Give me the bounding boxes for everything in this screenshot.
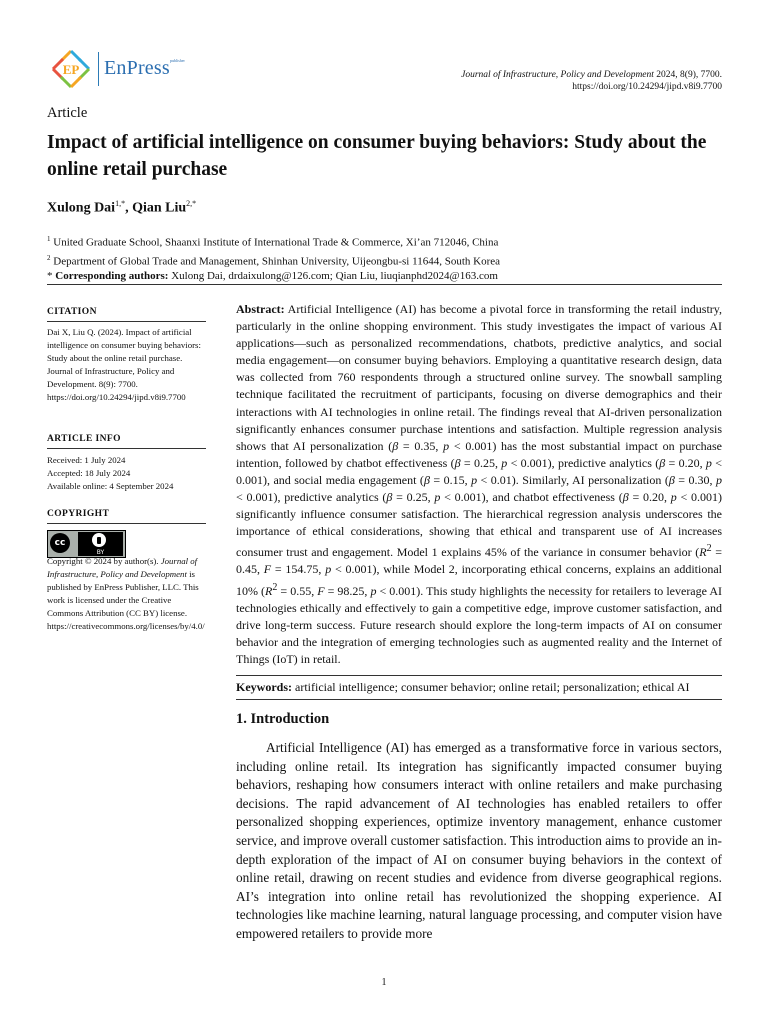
abstract-text: = 0.45, (236, 545, 722, 577)
p-symbol: p (705, 455, 712, 470)
copyright-heading: COPYRIGHT (47, 509, 110, 519)
p-symbol: p (434, 490, 441, 505)
cc-by-license-badge[interactable] (47, 530, 126, 558)
article-info-heading: ARTICLE INFO (47, 434, 121, 444)
accepted-date: Accepted: 18 July 2024 (47, 468, 131, 478)
abstract-text: < 0.001). This study highlights the necessity for retailers to leverage AI technologies ethically and effectively to gain a competitive edge, improve customer satisfaction, and drive long-term success. Future research should explore the long-term impacts of AI on consumer behavior and the integration of emerging technologies such as augmented reality and the Internet of Things (IoT) in retail. (236, 583, 722, 666)
p-symbol: p (716, 472, 722, 487)
p-symbol: p (443, 438, 450, 453)
header-divider (47, 284, 722, 285)
f-symbol: F (263, 562, 272, 577)
abstract-label: Abstract: (236, 302, 285, 316)
cc-icon: cc (50, 533, 70, 553)
abstract-text: = 0.15, (429, 472, 472, 487)
abstract-text: < 0.001), predictive analytics ( (507, 455, 660, 470)
r-symbol: R (699, 545, 707, 560)
abstract-text: = 0.20, (665, 455, 706, 470)
keywords-divider-bottom (236, 699, 722, 700)
p-symbol: p (370, 583, 377, 598)
abstract-text: Artificial Intelligence (AI) has become a pivotal force in transforming the retail industry, particularly in the online shopping environment. This study investigates the impact of various AI applications—such as personalized recommendations, chatbots, predictive analytics, and social media engagement—on consumer buying behaviors. Employing a quantitative research design, data was collected from 760 respondents through a structured online survey. The snowball sampling technique facilitated the recruitment of participants, focusing on diverse demographics and their interactions with AI technologies in online retail. The findings reveal that AI-driven personalization significantly enhances consumer purchase intentions and satisfaction. Multiple regression analysis shows that AI personalization ( (236, 302, 722, 453)
affiliation-1 (47, 232, 500, 251)
copyright-license: is published by EnPress Publisher, LLC. This work is licensed under the Creative Commons Attribution (CC BY) license. (47, 569, 199, 618)
keywords (236, 679, 722, 696)
abstract-text: = 0.35, (398, 438, 444, 453)
p-symbol: p (325, 562, 332, 577)
abstract-text: = 0.25, (392, 490, 435, 505)
cc-by-block (78, 532, 123, 556)
affil-number: 2 (47, 253, 51, 262)
keywords-divider-top (236, 675, 722, 676)
beta-symbol: β (622, 490, 629, 505)
section-heading: 1. Introduction (236, 711, 330, 727)
beta-symbol: β (392, 438, 399, 453)
article-dates (47, 454, 209, 493)
abstract-text: < 0.001), while Model 2, incorporating ethical concerns, explains an additional 10% ( (236, 562, 722, 598)
available-date: Available online: 4 September 2024 (47, 481, 174, 491)
abstract-text: < 0.001), predictive analytics ( (236, 490, 387, 505)
article-title: Impact of artificial intelligence on consumer buying behaviors: Study about the online retail purchase (47, 132, 707, 180)
abstract-text: < 0.001) has the most substantial impact on purchase intention, followed by chatbot effectiveness ( (236, 438, 722, 470)
affiliations (47, 232, 500, 284)
beta-symbol: β (423, 472, 430, 487)
received-date: Received: 1 July 2024 (47, 455, 126, 465)
p-symbol: p (670, 490, 677, 505)
copyright-line: Copyright © 2024 by author(s). (47, 556, 159, 566)
divider (47, 523, 206, 524)
citation-heading: CITATION (47, 307, 97, 317)
beta-symbol: β (454, 455, 461, 470)
abstract-text: = 0.55, (277, 583, 318, 598)
abstract-text: = 0.20, (628, 490, 671, 505)
abstract-text: = 154.75, (271, 562, 326, 577)
svg-text:EP: EP (62, 62, 80, 77)
p-symbol: p (471, 472, 478, 487)
author-separator: , (125, 200, 133, 216)
journal-name: Journal of Infrastructure, Policy and Development (461, 70, 654, 80)
corr-text: Xulong Dai, drdaixulong@126.com; Qian Liu, liuqianphd2024@163.com (168, 270, 498, 283)
license-link[interactable]: https://creativecommons.org/licenses/by/4.0/ (47, 621, 205, 631)
superscript: 2 (272, 581, 278, 593)
authors (47, 199, 196, 217)
corr-label: Corresponding authors: (55, 270, 169, 283)
cc-by-label: BY (96, 549, 105, 556)
journal-citation (461, 69, 722, 93)
logo-text: EnPress (104, 57, 170, 79)
f-symbol: F (317, 583, 325, 598)
beta-symbol: β (668, 472, 675, 487)
keywords-label: Keywords: (236, 680, 292, 694)
abstract-text: < 0.001) significantly influence consumer satisfaction. The hierarchical regression analysis underscores the importance of ethical considerations, showing that ethical and transparent use of AI increases consumer trust and engagement. Model 1 explains 45% of the variance in consumer behavior ( (236, 490, 722, 560)
intro-paragraph: Artificial Intelligence (AI) has emerged as a transformative force in various sectors, including online retail. Its integration has significantly impacted consumer buying behaviors, reshaping how consumers interact with online retailers and make purchasing decisions. The rapid advancement of AI technologies has enabled retailers to offer personalized shopping experiences, optimize inventory management, enhance customer service, and improve overall customer satisfaction. This introduction aims to provide an in-depth exploration of the impact of AI on consumer buying behaviors in the context of online retail, drawing on recent studies and evidence from diverse geographical regions. AI’s integration into online retail has revolutionized the shopping experience. AI technologies like machine learning, natural language processing, and computer vision have empowered retailers to provide more (236, 740, 722, 941)
r-symbol: R (265, 583, 273, 598)
divider (47, 321, 206, 322)
affiliation-2 (47, 251, 500, 270)
p-symbol: p (501, 455, 508, 470)
abstract-text: < 0.001), and social media engagement ( (236, 455, 722, 487)
author-affil: 1,* (115, 199, 126, 208)
beta-symbol: β (659, 455, 666, 470)
affil-number: 1 (47, 235, 51, 243)
abstract-text: < 0.001), and chatbot effectiveness ( (440, 490, 623, 505)
abstract (236, 301, 722, 668)
abstract-text: = 0.30, (674, 472, 716, 487)
author-name: Xulong Dai (47, 200, 116, 216)
copyright-text (47, 555, 209, 633)
beta-symbol: β (386, 490, 393, 505)
citation-text: Dai X, Liu Q. (2024). Impact of artificial intelligence on consumer buying behaviors: Study about the online retail purchase. Journal of Infrastructure, Policy and Development. 8(9): 7700. https://doi.org/10.24294/jipd.v8i9.7700 (47, 327, 201, 402)
affil-text: Department of Global Trade and Management, Shinhan University, Uijeongbu-si 11644, South Korea (53, 255, 500, 268)
abstract-text: = 0.25, (460, 455, 502, 470)
author-name: Qian Liu (132, 200, 187, 216)
enpress-logo-icon (50, 48, 92, 90)
abstract-text: < 0.01). Similarly, AI personalization ( (477, 472, 669, 487)
keywords-text: artificial intelligence; consumer behavior; online retail; personalization; ethical AI (292, 680, 690, 694)
copyright-journal: Journal of Infrastructure, Policy and Development (47, 556, 198, 579)
affil-text: United Graduate School, Shaanxi Institute of International Trade & Commerce, Xi’an 712046, China (53, 236, 499, 249)
journal-issue: 2024, 8(9), 7700. (653, 70, 722, 80)
superscript: 2 (706, 543, 712, 555)
article-type: Article (47, 105, 88, 121)
person-icon (92, 533, 106, 547)
publisher-logo (50, 48, 185, 90)
divider (47, 448, 206, 449)
corresponding-authors (47, 269, 500, 284)
abstract-text: = 98.25, (324, 583, 371, 598)
author-affil: 2,* (186, 199, 197, 208)
doi-link[interactable]: https://doi.org/10.24294/jipd.v8i9.7700 (572, 82, 722, 92)
page-number: 1 (381, 977, 387, 988)
logo-subtext: publisher (170, 58, 185, 63)
corr-star: * (47, 270, 56, 283)
